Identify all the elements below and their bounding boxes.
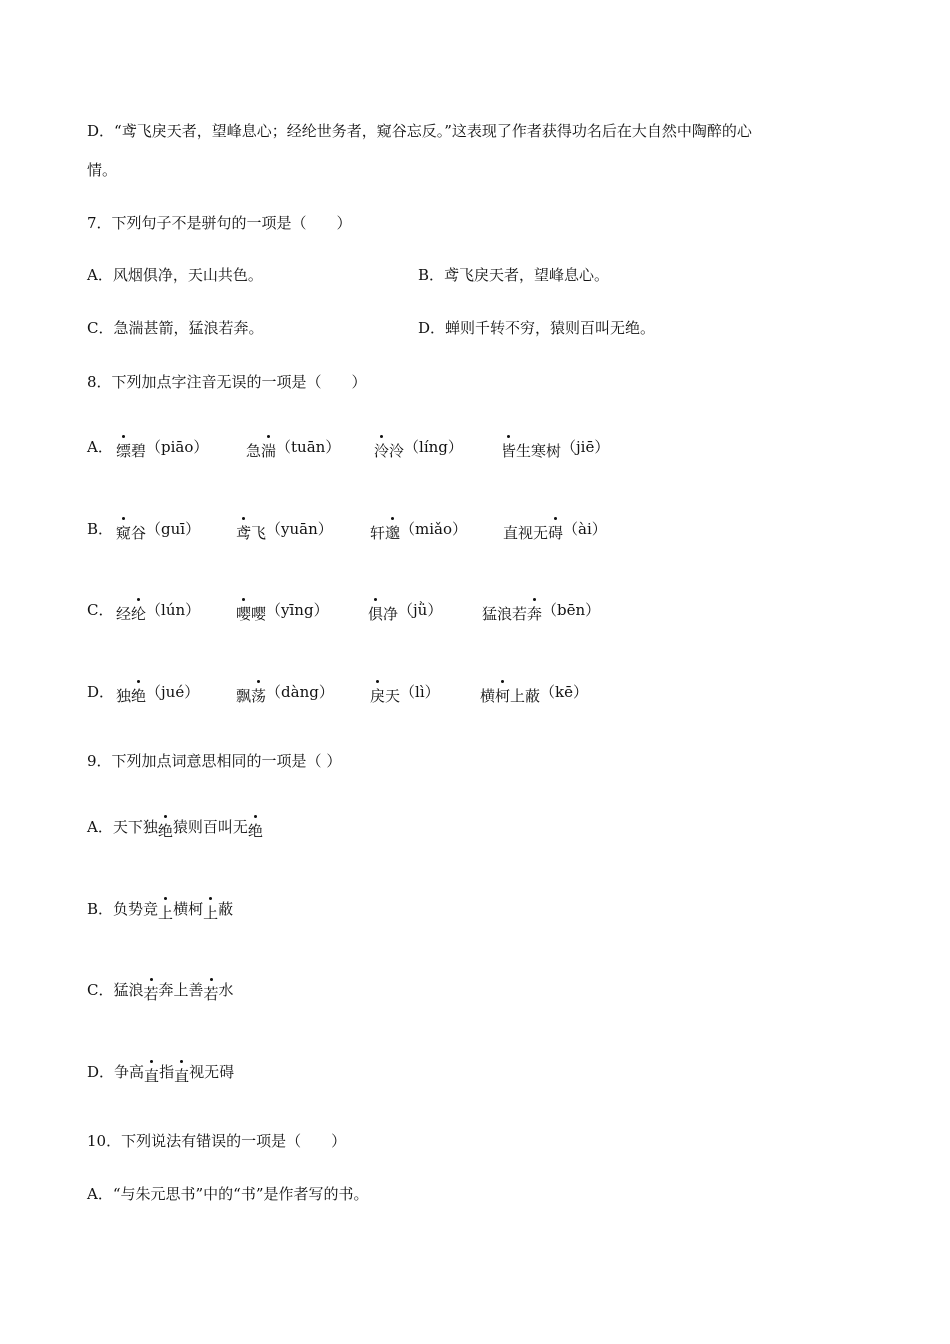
q8-c-item-3: 俱净（jǜ） [368,601,443,623]
emphasis-dot-char: 荡 [251,687,267,705]
emphasis-dot-char: 若 [143,985,159,1003]
emphasis-dot-char: 直 [174,1067,190,1085]
q8-option-c [87,600,113,620]
emphasis-dot-char: 嘤 [236,605,252,623]
q6-option-d-line1: D．“鸢飞戾天者，望峰息心；经纶世务者，窥谷忘反。”这表现了作者获得功名后在大自然中陶醉的心 [87,122,752,140]
option-label: B． [87,900,114,918]
emphasis-dot-char: 缥 [116,442,132,460]
emphasis-dot-char: 直 [144,1067,160,1085]
q8-a-item-2: 急湍（tuān） [246,438,341,460]
q8-a-item-4: 皆生寒树（jiē） [501,438,610,460]
q7-option-b: B．鸢飞戾天者，望峰息心。 [418,266,610,284]
q8-a-item-1: 缥碧（piāo） [116,438,209,460]
q7-option-d: D．蝉则千转不穷，猿则百叫无绝。 [418,319,656,337]
emphasis-dot-char: 奔 [527,605,543,623]
q8-d-item-3: 戾天（lì） [370,683,440,705]
q8-c-item-1: 经纶（lún） [116,601,201,623]
q7-stem: 7．下列句子不是骈句的一项是（ ） [87,214,352,232]
q10-option-a: A．“与朱元思书”中的“书”是作者写的书。 [87,1185,369,1203]
q8-d-item-4: 横柯上蔽（kē） [480,683,589,705]
emphasis-dot-char: 绝 [157,822,173,840]
emphasis-dot-char: 湍 [261,442,277,460]
emphasis-dot-char: 纶 [131,605,147,623]
emphasis-dot-char: 邈 [385,524,401,542]
emphasis-dot-char: 柯 [495,687,511,705]
q7-option-a: A．风烟俱净，天山共色。 [87,266,263,284]
q8-option-a [87,437,113,457]
option-label: C． [87,601,114,619]
q9-option-b: B．负势竞上横柯上蔽 [87,900,234,922]
emphasis-dot-char: 鸢 [236,524,252,542]
q8-c-item-4: 猛浪若奔（bēn） [482,601,601,623]
q8-option-b [87,519,113,539]
emphasis-dot-char: 若 [203,985,219,1003]
emphasis-dot-char: 窥 [116,524,132,542]
q9-option-a: A．天下独绝猿则百叫无绝 [87,818,263,840]
option-label: B． [87,520,114,538]
q8-b-item-1: 窥谷（guī） [116,520,201,542]
q8-d-item-2: 飘荡（dàng） [236,683,334,705]
q7-option-c: C．急湍甚箭，猛浪若奔。 [87,319,264,337]
q8-b-item-2: 鸢飞（yuān） [236,520,333,542]
option-label: A． [87,818,113,836]
q10-stem: 10．下列说法有错误的一项是（ ） [87,1132,347,1150]
q8-d-item-1: 独绝（jué） [116,683,200,705]
emphasis-dot-char: 碍 [548,524,564,542]
emphasis-dot-char: 上 [158,904,174,922]
option-label: D． [87,1063,115,1081]
q8-stem: 8．下列加点字注音无误的一项是（ ） [87,373,367,391]
q9-option-c: C．猛浪若奔上善若水 [87,981,234,1003]
option-label: C． [87,981,114,999]
emphasis-dot-char: 俱 [368,605,384,623]
q8-a-item-3: 泠泠（líng） [374,438,463,460]
emphasis-dot-char: 皆 [501,442,517,460]
option-label: D． [87,683,115,701]
option-label: A． [87,438,113,456]
emphasis-dot-char: 上 [203,904,219,922]
q9-stem: 9．下列加点词意思相同的一项是（ ） [87,752,342,770]
emphasis-dot-char: 绝 [247,822,263,840]
q9-option-d: D．争高直指直视无碍 [87,1063,235,1085]
emphasis-dot-char: 泠 [374,442,390,460]
q8-b-item-3: 轩邈（miǎo） [370,520,468,542]
q8-c-item-2: 嘤嘤（yīng） [236,601,329,623]
emphasis-dot-char: 绝 [131,687,147,705]
q6-option-d-line2: 情。 [87,161,118,179]
emphasis-dot-char: 戾 [370,687,386,705]
q8-option-d [87,682,114,702]
q8-b-item-4: 直视无碍（ài） [503,520,607,542]
